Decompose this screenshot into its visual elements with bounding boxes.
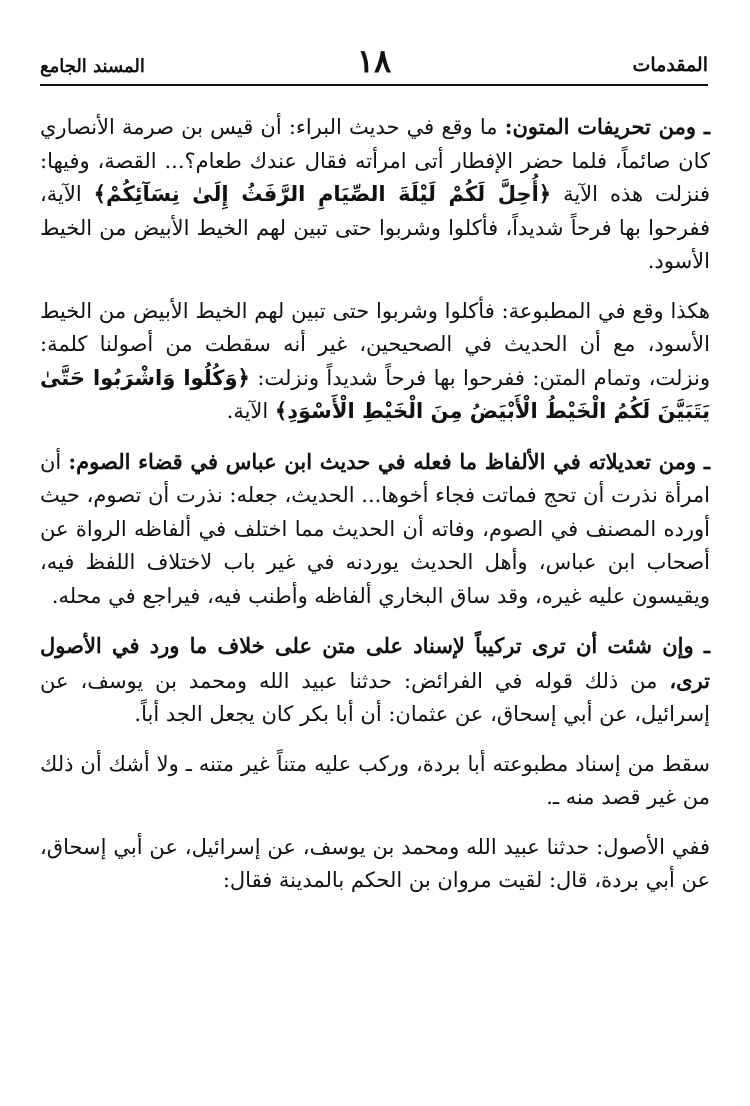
quran-verse: ﴿وَكُلُوا وَاشْرَبُوا حَتَّىٰ يَتَبَيَّنَ لَكُمُ الْخَيْطُ الْأَبْيَضُ مِنَ الْخَيْطِ الْأَسْوَدِ﴾ xyxy=(40,365,710,423)
paragraph-heading: ـ ومن تحريفات المتون: xyxy=(504,114,710,139)
paragraph-text: ففي الأصول: حدثنا عبيد الله ومحمد بن يوسف، عن إسرائيل، عن أبي إسحاق، عن أبي بردة، قال: لقيت مروان بن الحكم بالمدينة فقال: xyxy=(40,834,710,892)
paragraph-isnad-composition xyxy=(40,629,710,732)
paragraph-text: سقط من إسناد مطبوعته أبا بردة، وركب عليه متناً غير متنه ـ ولا أشك أن ذلك من غير قصد منه ـ. xyxy=(40,751,710,809)
page-number: ١٨ xyxy=(356,42,392,80)
paragraph-original-sources xyxy=(40,831,710,898)
quran-verse: ﴿أُحِلَّ لَكُمْ لَيْلَةَ الصِّيَامِ الرَّفَثُ إِلَىٰ نِسَآئِكُمْ﴾ xyxy=(93,182,552,206)
page-body xyxy=(40,110,710,914)
page-header xyxy=(40,44,708,86)
paragraph-heading: ـ ومن تعديلاته في الألفاظ ما فعله في حديث ابن عباس في قضاء الصوم: xyxy=(68,448,710,474)
paragraph-text-distortions xyxy=(40,110,710,279)
paragraph-text: ما وقع في حديث البراء: أن قيس بن صرمة الأنصاري كان صائماً، فلما حضر الإفطار أتى امرأته فقال عندك طعام؟... القصة، وفيها: فنزلت هذه الآية xyxy=(40,115,711,206)
paragraph-text: أن امرأة نذرت أن تحج فماتت فجاء أخوها... الحديث، جعله: نذرت أن تصوم، حيث أورده المصنف في الصوم، وفاته أن الحديث مما اختلف في ألفاظه الرواة عن أصحاب ابن عباس، وأهل الحديث يوردنه في غير باب لاختلاف اللفظ فيه، ويقيسون عليه غيره، وقد ساق البخاري ألفاظه وأطنب فيه، فيراجع في محله. xyxy=(40,449,710,608)
paragraph-wording-edits xyxy=(40,445,710,614)
paragraph-text: الآية. xyxy=(226,399,275,423)
paragraph-text: من ذلك قوله في الفرائض: حدثنا عبيد الله ومحمد بن يوسف، عن إسرائيل، عن أبي إسحاق، عن عثمان: أن أبا بكر كان يجعل الجد أباً. xyxy=(40,668,710,726)
paragraph-heading: ـ وإن شئت أن ترى تركيباً لإسناد على متن على خلاف ما ورد في الأصول ترى، xyxy=(40,633,710,693)
paragraph-printed-edition xyxy=(40,295,710,429)
paragraph-omission xyxy=(40,748,710,815)
book-title: المسند الجامع xyxy=(40,56,145,77)
section-title: المقدمات xyxy=(632,54,708,76)
paragraph-text: هكذا وقع في المطبوعة: فأكلوا وشربوا حتى تبين لهم الخيط الأبيض من الخيط الأسود، مع أن الحديث في الصحيحين، غير أنه سقطت من أصولنا كلمة: ونزلت، وتمام المتن: ففرحوا بها فرحاً شديداً ونزلت: xyxy=(40,298,710,390)
paragraph-text: الآية، ففرحوا بها فرحاً شديداً، فأكلوا وشربوا حتى تبين لهم الخيط الأبيض من الخيط الأسود. xyxy=(40,182,710,273)
